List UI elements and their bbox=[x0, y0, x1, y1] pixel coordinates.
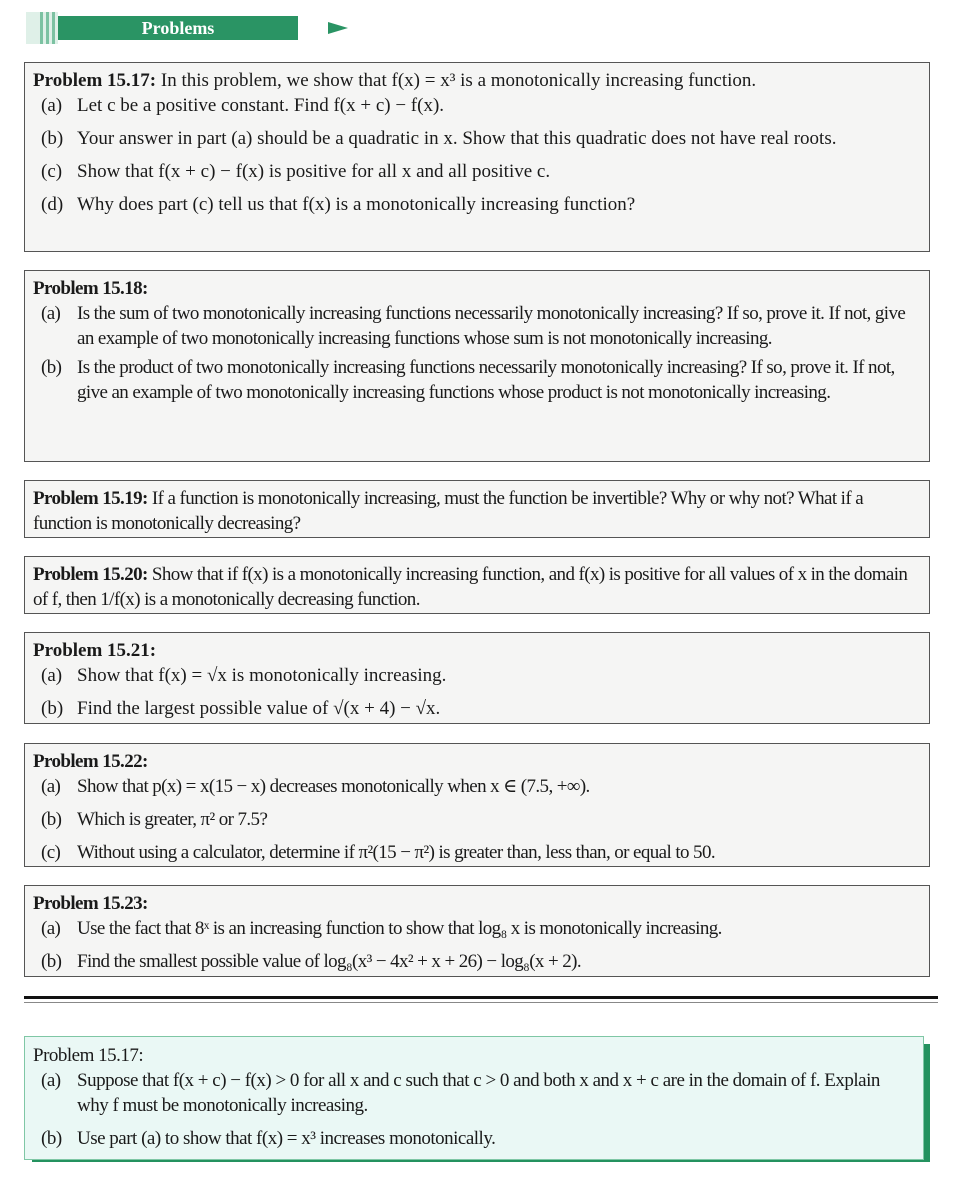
problem-box-15-19 bbox=[24, 480, 930, 538]
problem-title: Problem 15.18: bbox=[33, 278, 148, 299]
problem-box-15-23 bbox=[24, 885, 930, 977]
problem-box-15-22 bbox=[24, 743, 930, 867]
problem-part: (b) Use part (a) to show that f(x) = x³ increases monotonically. bbox=[41, 1128, 496, 1149]
section-divider-thin bbox=[24, 1002, 938, 1003]
problem-box-15-21 bbox=[24, 632, 930, 724]
problem-title: Problem 15.17: bbox=[33, 70, 157, 91]
problem-part: (a) Is the sum of two monotonically increasing functions necessarily monotonically increasing? If so, prove it. If not, give an example of two monotonically increasing functions whose sum is not monotonically increasing. bbox=[41, 303, 906, 349]
highlighted-problem-box bbox=[24, 1036, 924, 1160]
problem-part: (a) Show that f(x) = √x is monotonically increasing. bbox=[41, 665, 447, 686]
problem-title: Problem 15.19: bbox=[33, 488, 148, 509]
pencil-stripe bbox=[46, 12, 49, 44]
problem-title: Problem 15.17: bbox=[33, 1045, 144, 1066]
problem-box-15-20 bbox=[24, 556, 930, 614]
problem-part: (b) Find the smallest possible value of log₈(x³ − 4x² + x + 26) − log₈(x + 2). bbox=[41, 951, 582, 972]
problem-box-15-18 bbox=[24, 270, 930, 462]
problem-part: (b) Is the product of two monotonically increasing functions necessarily monotonically increasing? If so, prove it. If not, give an example of two monotonically increasing functions whose product is not monotonically increasing. bbox=[41, 357, 895, 403]
problem-part: (d) Why does part (c) tell us that f(x) is a monotonically increasing function? bbox=[41, 194, 636, 215]
pencil-stripe bbox=[52, 12, 55, 44]
problem-part: (a) Let c be a positive constant. Find f(x + c) − f(x). bbox=[41, 95, 445, 116]
problem-part: (a) Use the fact that 8ˣ is an increasing function to show that log₈ x is monotonically increasing. bbox=[41, 918, 722, 939]
problem-title: Problem 15.21: bbox=[33, 640, 157, 661]
pencil-tip-icon bbox=[328, 22, 348, 34]
section-divider bbox=[24, 996, 938, 999]
problem-title: Problem 15.20: bbox=[33, 564, 148, 585]
problem-intro: If a function is monotonically increasing, must the function be invertible? Why or why not? What if a function is monotonically decreasing? bbox=[33, 488, 864, 534]
problem-title: Problem 15.23: bbox=[33, 893, 148, 914]
problem-intro: In this problem, we show that f(x) = x³ is a monotonically increasing function. bbox=[160, 70, 757, 91]
problem-part: (b) Your answer in part (a) should be a quadratic in x. Show that this quadratic does not have real roots. bbox=[41, 128, 837, 149]
problem-box-15-17 bbox=[24, 62, 930, 252]
problem-part: (c) Show that f(x + c) − f(x) is positive for all x and all positive c. bbox=[41, 161, 551, 182]
banner-title: Problems bbox=[58, 16, 298, 40]
problem-part: (b) Find the largest possible value of √(x + 4) − √x. bbox=[41, 698, 441, 719]
problem-part: (a) Show that p(x) = x(15 − x) decreases monotonically when x ∈ (7.5, +∞). bbox=[41, 776, 590, 797]
problems-banner bbox=[26, 12, 326, 44]
problem-intro: Show that if f(x) is a monotonically increasing function, and f(x) is positive for all values of x in the domain of f, then 1/f(x) is a monotonically decreasing function. bbox=[33, 564, 908, 610]
problem-title: Problem 15.22: bbox=[33, 751, 148, 772]
pencil-stripe bbox=[40, 12, 43, 44]
problem-part: (a) Suppose that f(x + c) − f(x) > 0 for all x and c such that c > 0 and both x and x + c are in the domain of f. Explain why f must be monotonically increasing. bbox=[41, 1070, 880, 1116]
problem-part: (c) Without using a calculator, determine if π²(15 − π²) is greater than, less than, or equal to 50. bbox=[41, 842, 715, 863]
problem-part: (b) Which is greater, π² or 7.5? bbox=[41, 809, 268, 830]
